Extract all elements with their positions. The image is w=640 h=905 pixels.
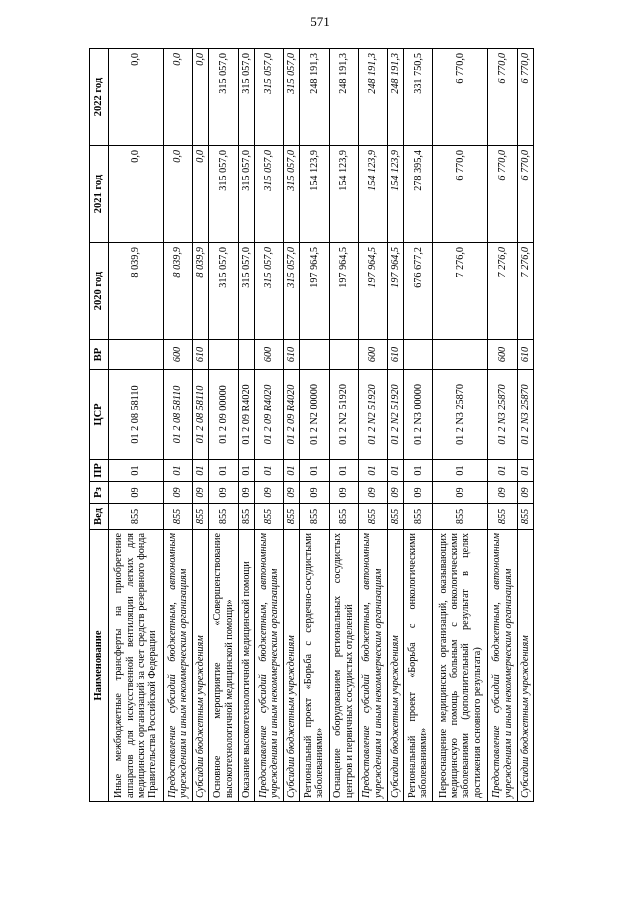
page-number: 571	[310, 14, 330, 29]
row-rz: 09	[387, 482, 403, 504]
row-ved: 855	[284, 504, 300, 530]
row-value-2022: 6 770,0	[433, 49, 488, 146]
table-row	[109, 49, 164, 802]
row-rz: 09	[433, 482, 488, 504]
row-csr: 01 2 09 00000	[209, 370, 238, 460]
row-value-2021: 278 395,4	[404, 146, 433, 243]
row-vr	[404, 340, 433, 370]
table-row	[404, 49, 433, 802]
row-value-2022: 331 750,5	[404, 49, 433, 146]
row-pr: 01	[254, 460, 283, 482]
row-value-2022: 248 191,3	[300, 49, 329, 146]
table-row	[300, 49, 329, 802]
row-vr: 600	[163, 340, 192, 370]
header-2020: 2020 год	[90, 243, 109, 340]
row-vr	[300, 340, 329, 370]
row-value-2020: 315 057,0	[238, 243, 254, 340]
row-rz: 09	[517, 482, 533, 504]
row-value-2021: 6 770,0	[517, 146, 533, 243]
row-ved: 855	[329, 504, 358, 530]
header-ved: Вед	[90, 504, 109, 530]
row-csr: 01 2 N3 00000	[404, 370, 433, 460]
row-value-2021: 315 057,0	[254, 146, 283, 243]
row-vr	[209, 340, 238, 370]
row-ved: 855	[209, 504, 238, 530]
row-rz: 09	[193, 482, 209, 504]
row-pr: 01	[404, 460, 433, 482]
row-pr: 01	[488, 460, 517, 482]
row-value-2020: 7 276,0	[433, 243, 488, 340]
row-ved: 855	[193, 504, 209, 530]
row-rz: 09	[238, 482, 254, 504]
table-row	[284, 49, 300, 802]
row-pr: 01	[163, 460, 192, 482]
row-value-2020: 7 276,0	[488, 243, 517, 340]
row-csr: 01 2 09 R4020	[238, 370, 254, 460]
row-csr: 01 2 08 58110	[109, 370, 164, 460]
table-row	[358, 49, 387, 802]
rotated-table-container	[89, 49, 534, 802]
row-name: Оказание высокотехнологичной медицинской помощи	[238, 530, 254, 802]
row-vr	[238, 340, 254, 370]
row-name: Субсидии бюджетным учреждениям	[387, 530, 403, 802]
row-value-2020: 315 057,0	[284, 243, 300, 340]
row-name: Предоставление субсидий бюджетным, автономным учреждениям и иным некоммерческим организациям	[163, 530, 192, 802]
row-pr: 01	[387, 460, 403, 482]
row-csr: 01 2 N2 51920	[329, 370, 358, 460]
row-name: Субсидии бюджетным учреждениям	[517, 530, 533, 802]
row-vr: 600	[358, 340, 387, 370]
row-name: Предоставление субсидий бюджетным, автономным учреждениям и иным некоммерческим организациям	[254, 530, 283, 802]
row-vr: 600	[488, 340, 517, 370]
row-name: Основное мероприятие «Совершенствование высокотехнологичной медицинской помощи»	[209, 530, 238, 802]
row-vr: 610	[387, 340, 403, 370]
row-csr: 01 2 N3 25870	[433, 370, 488, 460]
row-value-2021: 154 123,9	[387, 146, 403, 243]
header-vr: ВР	[90, 340, 109, 370]
row-vr	[433, 340, 488, 370]
row-vr	[329, 340, 358, 370]
row-value-2021: 315 057,0	[209, 146, 238, 243]
row-name: Региональный проект «Борьба с сердечно-сосудистыми заболеваниями»	[300, 530, 329, 802]
header-rz: Рз	[90, 482, 109, 504]
table-row	[433, 49, 488, 802]
row-value-2022: 6 770,0	[488, 49, 517, 146]
row-ved: 855	[387, 504, 403, 530]
row-csr: 01 2 N3 25870	[488, 370, 517, 460]
row-value-2022: 0,0	[109, 49, 164, 146]
header-pr: ПР	[90, 460, 109, 482]
row-csr: 01 2 09 R4020	[254, 370, 283, 460]
row-value-2020: 197 964,5	[329, 243, 358, 340]
row-value-2022: 315 057,0	[238, 49, 254, 146]
table-row	[238, 49, 254, 802]
row-name: Иные межбюджетные трансферты на приобретение аппаратов для искусственной вентиляции легких для медицинских организаций за счет средств резервного фонда Правительства Российской Федерации	[109, 530, 164, 802]
row-value-2021: 315 057,0	[284, 146, 300, 243]
table-body	[109, 49, 534, 802]
row-value-2022: 248 191,3	[358, 49, 387, 146]
row-value-2022: 0,0	[163, 49, 192, 146]
row-value-2021: 6 770,0	[433, 146, 488, 243]
row-ved: 855	[238, 504, 254, 530]
row-pr: 01	[238, 460, 254, 482]
row-csr: 01 2 N2 51920	[387, 370, 403, 460]
row-ved: 855	[254, 504, 283, 530]
row-vr: 610	[284, 340, 300, 370]
row-value-2021: 0,0	[163, 146, 192, 243]
row-value-2020: 8 039,9	[163, 243, 192, 340]
row-value-2022: 0,0	[193, 49, 209, 146]
row-csr: 01 2 08 58110	[163, 370, 192, 460]
row-value-2021: 154 123,9	[329, 146, 358, 243]
row-pr: 01	[284, 460, 300, 482]
row-rz: 09	[209, 482, 238, 504]
row-ved: 855	[163, 504, 192, 530]
row-value-2020: 7 276,0	[517, 243, 533, 340]
row-value-2020: 676 677,2	[404, 243, 433, 340]
row-value-2021: 154 123,9	[358, 146, 387, 243]
row-pr: 01	[109, 460, 164, 482]
row-name: Региональный проект «Борьба с онкологическими заболеваниями»	[404, 530, 433, 802]
row-value-2020: 315 057,0	[209, 243, 238, 340]
row-vr: 610	[517, 340, 533, 370]
row-value-2021: 0,0	[193, 146, 209, 243]
row-csr: 01 2 N3 25870	[517, 370, 533, 460]
row-ved: 855	[433, 504, 488, 530]
row-value-2022: 248 191,3	[329, 49, 358, 146]
row-pr: 01	[329, 460, 358, 482]
row-pr: 01	[433, 460, 488, 482]
table-row	[517, 49, 533, 802]
row-rz: 09	[254, 482, 283, 504]
row-rz: 09	[109, 482, 164, 504]
row-rz: 09	[404, 482, 433, 504]
table-header-row	[90, 49, 109, 802]
row-value-2022: 6 770,0	[517, 49, 533, 146]
row-name: Субсидии бюджетным учреждениям	[284, 530, 300, 802]
header-csr: ЦСР	[90, 370, 109, 460]
row-value-2022: 315 057,0	[254, 49, 283, 146]
row-rz: 09	[488, 482, 517, 504]
row-rz: 09	[358, 482, 387, 504]
header-2021: 2021 год	[90, 146, 109, 243]
row-name: Предоставление субсидий бюджетным, автономным учреждениям и иным некоммерческим организациям	[358, 530, 387, 802]
row-value-2020: 197 964,5	[358, 243, 387, 340]
row-value-2022: 248 191,3	[387, 49, 403, 146]
header-name: Наименование	[90, 530, 109, 802]
budget-table	[89, 48, 534, 802]
row-pr: 01	[193, 460, 209, 482]
row-ved: 855	[300, 504, 329, 530]
row-pr: 01	[209, 460, 238, 482]
row-pr: 01	[300, 460, 329, 482]
row-csr: 01 2 09 R4020	[284, 370, 300, 460]
row-csr: 01 2 N2 51920	[358, 370, 387, 460]
row-ved: 855	[517, 504, 533, 530]
row-vr	[109, 340, 164, 370]
row-csr: 01 2 N2 00000	[300, 370, 329, 460]
row-value-2020: 8 039,9	[193, 243, 209, 340]
row-ved: 855	[358, 504, 387, 530]
table-row	[193, 49, 209, 802]
row-rz: 09	[329, 482, 358, 504]
header-2022: 2022 год	[90, 49, 109, 146]
row-csr: 01 2 08 58110	[193, 370, 209, 460]
row-ved: 855	[488, 504, 517, 530]
row-rz: 09	[163, 482, 192, 504]
row-value-2020: 8 039,9	[109, 243, 164, 340]
row-value-2020: 315 057,0	[254, 243, 283, 340]
row-value-2022: 315 057,0	[284, 49, 300, 146]
row-name: Оснащение оборудованием региональных сосудистых центров и первичных сосудистых отделений	[329, 530, 358, 802]
row-value-2021: 0,0	[109, 146, 164, 243]
row-ved: 855	[404, 504, 433, 530]
row-name: Переоснащение медицинских организаций, оказывающих медицинскую помощь больным с онкологическими заболеваниями (дополнительный результат в целях достижения основного результата)	[433, 530, 488, 802]
row-pr: 01	[358, 460, 387, 482]
table-row	[488, 49, 517, 802]
row-rz: 09	[300, 482, 329, 504]
row-value-2022: 315 057,0	[209, 49, 238, 146]
table-row	[163, 49, 192, 802]
row-vr: 600	[254, 340, 283, 370]
row-name: Субсидии бюджетным учреждениям	[193, 530, 209, 802]
row-value-2020: 197 964,5	[387, 243, 403, 340]
row-ved: 855	[109, 504, 164, 530]
table-row	[329, 49, 358, 802]
row-value-2020: 197 964,5	[300, 243, 329, 340]
table-row	[254, 49, 283, 802]
row-value-2021: 315 057,0	[238, 146, 254, 243]
table-row	[209, 49, 238, 802]
row-rz: 09	[284, 482, 300, 504]
row-pr: 01	[517, 460, 533, 482]
row-name: Предоставление субсидий бюджетным, автономным учреждениям и иным некоммерческим организациям	[488, 530, 517, 802]
table-row	[387, 49, 403, 802]
row-vr: 610	[193, 340, 209, 370]
row-value-2021: 154 123,9	[300, 146, 329, 243]
row-value-2021: 6 770,0	[488, 146, 517, 243]
